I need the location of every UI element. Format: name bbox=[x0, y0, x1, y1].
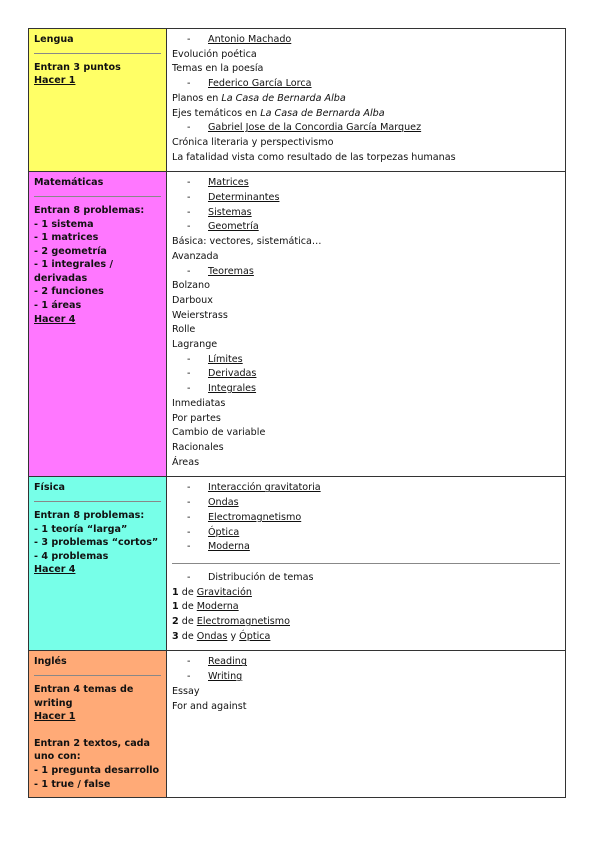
topic-item bbox=[172, 441, 560, 456]
topic-item-text: Bolzano bbox=[172, 280, 210, 292]
topic-item-text: Lagrange bbox=[172, 339, 218, 351]
topic-item bbox=[172, 136, 560, 151]
subject-divider bbox=[34, 53, 161, 54]
topic-item-text: Inmediatas bbox=[172, 397, 226, 409]
topic-heading bbox=[172, 33, 560, 48]
subject-row bbox=[29, 651, 566, 798]
topic-item-title: La Casa de Bernarda Alba bbox=[221, 92, 346, 104]
topic-heading bbox=[172, 526, 560, 541]
topic-heading bbox=[172, 540, 560, 555]
topic-item-text: Crónica literaria y perspectivismo bbox=[172, 136, 334, 148]
topics-cell bbox=[167, 29, 566, 172]
subject-note: - 4 problemas bbox=[34, 550, 109, 562]
subject-note: - 1 matrices bbox=[34, 232, 99, 244]
count-topic: Gravitación bbox=[196, 586, 252, 598]
topic-item bbox=[172, 685, 560, 700]
topic-heading bbox=[172, 176, 560, 191]
topic-item bbox=[172, 412, 560, 427]
topic-item bbox=[172, 309, 560, 324]
subject-title: Física bbox=[34, 482, 66, 494]
topic-heading-text: Distribución de temas bbox=[208, 571, 314, 583]
dash-bullet: - bbox=[187, 206, 191, 218]
dash-bullet: - bbox=[187, 541, 191, 553]
subject-divider bbox=[34, 196, 161, 197]
subject-divider bbox=[34, 501, 161, 502]
subject-cell bbox=[29, 172, 167, 477]
subject-divider bbox=[34, 675, 161, 676]
subject-note: Hacer 4 bbox=[34, 564, 76, 576]
topic-item-text: Áreas bbox=[172, 456, 200, 468]
topic-item-text: Rolle bbox=[172, 324, 196, 336]
topic-item-text: La fatalidad vista como resultado de las torpezas humanas bbox=[172, 151, 456, 163]
topic-count bbox=[172, 630, 560, 645]
count-topic: Óptica bbox=[239, 630, 271, 642]
subject-title: Matemáticas bbox=[34, 177, 104, 189]
subject-row bbox=[29, 477, 566, 651]
dash-bullet: - bbox=[187, 511, 191, 523]
topic-heading-text: Electromagnetismo bbox=[208, 511, 302, 523]
topic-heading-text: Determinantes bbox=[208, 192, 280, 204]
subject-note: Hacer 4 bbox=[34, 313, 76, 325]
count-number: 1 bbox=[172, 601, 179, 613]
topic-heading-text: Derivadas bbox=[208, 368, 257, 380]
count-topic: Ondas bbox=[196, 630, 228, 642]
topic-item-text: Racionales bbox=[172, 441, 224, 453]
topic-item bbox=[172, 92, 560, 107]
topic-heading-text: Teoremas bbox=[208, 265, 254, 277]
subject-note: Hacer 1 bbox=[34, 75, 76, 87]
topic-heading-text: Matrices bbox=[208, 177, 249, 189]
topic-item bbox=[172, 426, 560, 441]
topic-item-text: For and against bbox=[172, 700, 247, 712]
dash-bullet: - bbox=[187, 122, 191, 134]
dash-bullet: - bbox=[187, 571, 191, 583]
topic-item-title: La Casa de Bernarda Alba bbox=[260, 107, 385, 119]
topic-heading bbox=[172, 265, 560, 280]
topic-heading bbox=[172, 367, 560, 382]
dash-bullet: - bbox=[187, 177, 191, 189]
topic-heading-text: Writing bbox=[208, 671, 243, 683]
subject-cell bbox=[29, 651, 167, 798]
topic-heading-text: Integrales bbox=[208, 383, 257, 395]
subject-note: Entran 4 temas de bbox=[34, 684, 134, 696]
topic-heading-text: Límites bbox=[208, 353, 243, 365]
topic-item-text: Avanzada bbox=[172, 250, 219, 262]
subject-note: - 1 integrales / bbox=[34, 259, 113, 271]
subject-note: - 1 teoría “larga” bbox=[34, 523, 128, 535]
topic-item bbox=[172, 338, 560, 353]
topic-heading bbox=[172, 481, 560, 496]
topic-item bbox=[172, 456, 560, 471]
topic-count bbox=[172, 615, 560, 630]
study-table bbox=[28, 28, 566, 798]
count-number: 2 bbox=[172, 616, 179, 628]
count-of: de bbox=[178, 630, 197, 642]
subject-note: - 1 sistema bbox=[34, 218, 94, 230]
topic-item bbox=[172, 235, 560, 250]
subject-cell bbox=[29, 29, 167, 172]
subject-row bbox=[29, 172, 566, 477]
dash-bullet: - bbox=[187, 383, 191, 395]
subject-note: - 1 pregunta desarrollo bbox=[34, 764, 160, 776]
topic-heading bbox=[172, 353, 560, 368]
topics-cell bbox=[167, 477, 566, 651]
topic-heading-text: Gabriel Jose de la Concordia García Marquez bbox=[208, 122, 422, 134]
topic-heading-text: Geometría bbox=[208, 221, 259, 233]
dash-bullet: - bbox=[187, 78, 191, 90]
topic-item bbox=[172, 700, 560, 715]
dash-bullet: - bbox=[187, 221, 191, 233]
topic-heading bbox=[172, 220, 560, 235]
dash-bullet: - bbox=[187, 526, 191, 538]
spacer bbox=[34, 724, 161, 737]
count-of: de bbox=[178, 616, 197, 628]
subject-note: Entran 8 problemas: bbox=[34, 509, 145, 521]
topic-heading bbox=[172, 191, 560, 206]
subject-note: - 1 áreas bbox=[34, 300, 82, 312]
topic-heading bbox=[172, 655, 560, 670]
topic-heading-text: Interacción gravitatoria bbox=[208, 482, 321, 494]
topic-heading bbox=[172, 511, 560, 526]
subject-note: - 2 geometría bbox=[34, 245, 107, 257]
subject-cell bbox=[29, 477, 167, 651]
topic-heading-text: Óptica bbox=[208, 526, 240, 538]
dash-bullet: - bbox=[187, 34, 191, 45]
subject-note: derivadas bbox=[34, 272, 88, 284]
subject-note: - 1 true / false bbox=[34, 778, 111, 790]
subject-note: Hacer 1 bbox=[34, 711, 76, 723]
topics-cell bbox=[167, 172, 566, 477]
topic-item-text: Ejes temáticos en bbox=[172, 107, 261, 119]
topics-cell bbox=[167, 651, 566, 798]
topic-heading-text: Sistemas bbox=[208, 206, 252, 218]
topic-heading bbox=[172, 121, 560, 136]
topic-heading-text: Antonio Machado bbox=[208, 34, 292, 45]
topic-item-text: Temas en la poesía bbox=[172, 63, 264, 75]
count-of: de bbox=[178, 586, 197, 598]
topic-item bbox=[172, 294, 560, 309]
dash-bullet: - bbox=[187, 497, 191, 509]
topic-item-text: Evolución poética bbox=[172, 48, 257, 60]
subject-note: Entran 2 textos, cada bbox=[34, 737, 151, 749]
subject-title: Lengua bbox=[34, 34, 74, 45]
topic-heading bbox=[172, 496, 560, 511]
subject-note: - 2 funciones bbox=[34, 286, 104, 298]
topic-item bbox=[172, 250, 560, 265]
topic-count bbox=[172, 586, 560, 601]
topic-item-text: Essay bbox=[172, 685, 200, 697]
topic-heading-text: Reading bbox=[208, 656, 247, 668]
dash-bullet: - bbox=[187, 656, 191, 668]
subject-row bbox=[29, 29, 566, 172]
subject-note: Entran 8 problemas: bbox=[34, 204, 145, 216]
topic-count bbox=[172, 600, 560, 615]
topic-heading bbox=[172, 206, 560, 221]
subject-title: Inglés bbox=[34, 656, 67, 668]
topic-item bbox=[172, 48, 560, 63]
topic-heading-text: Moderna bbox=[208, 541, 250, 553]
topic-heading-text: Federico García Lorca bbox=[208, 78, 312, 90]
count-of: de bbox=[178, 601, 197, 613]
subject-note: uno con: bbox=[34, 751, 81, 763]
topic-heading bbox=[172, 670, 560, 685]
count-topic: Moderna bbox=[196, 601, 239, 613]
subject-note: writing bbox=[34, 697, 73, 709]
subject-note: - 3 problemas “cortos” bbox=[34, 537, 159, 549]
topic-item bbox=[172, 107, 560, 122]
count-and: y bbox=[227, 630, 240, 642]
dash-bullet: - bbox=[187, 482, 191, 494]
topic-item-text: Darboux bbox=[172, 294, 213, 306]
topic-heading-text: Ondas bbox=[208, 497, 239, 509]
dash-bullet: - bbox=[187, 353, 191, 365]
topic-heading bbox=[172, 77, 560, 92]
topic-heading bbox=[172, 571, 560, 586]
topics-divider bbox=[172, 563, 560, 564]
topic-item-text: Por partes bbox=[172, 412, 221, 424]
topic-item bbox=[172, 323, 560, 338]
topic-item-text: Planos en bbox=[172, 92, 222, 104]
topic-item-text: Básica: vectores, sistemática… bbox=[172, 236, 322, 248]
topic-item bbox=[172, 151, 560, 166]
count-number: 1 bbox=[172, 586, 179, 598]
topic-item-text: Cambio de variable bbox=[172, 427, 266, 439]
topic-item-text: Weierstrass bbox=[172, 309, 228, 321]
dash-bullet: - bbox=[187, 368, 191, 380]
subject-note: Entran 3 puntos bbox=[34, 61, 121, 73]
topic-heading bbox=[172, 382, 560, 397]
topic-item bbox=[172, 397, 560, 412]
dash-bullet: - bbox=[187, 192, 191, 204]
dash-bullet: - bbox=[187, 671, 191, 683]
count-topic: Electromagnetismo bbox=[196, 616, 290, 628]
count-number: 3 bbox=[172, 630, 179, 642]
dash-bullet: - bbox=[187, 265, 191, 277]
topic-item bbox=[172, 279, 560, 294]
topic-item bbox=[172, 62, 560, 77]
